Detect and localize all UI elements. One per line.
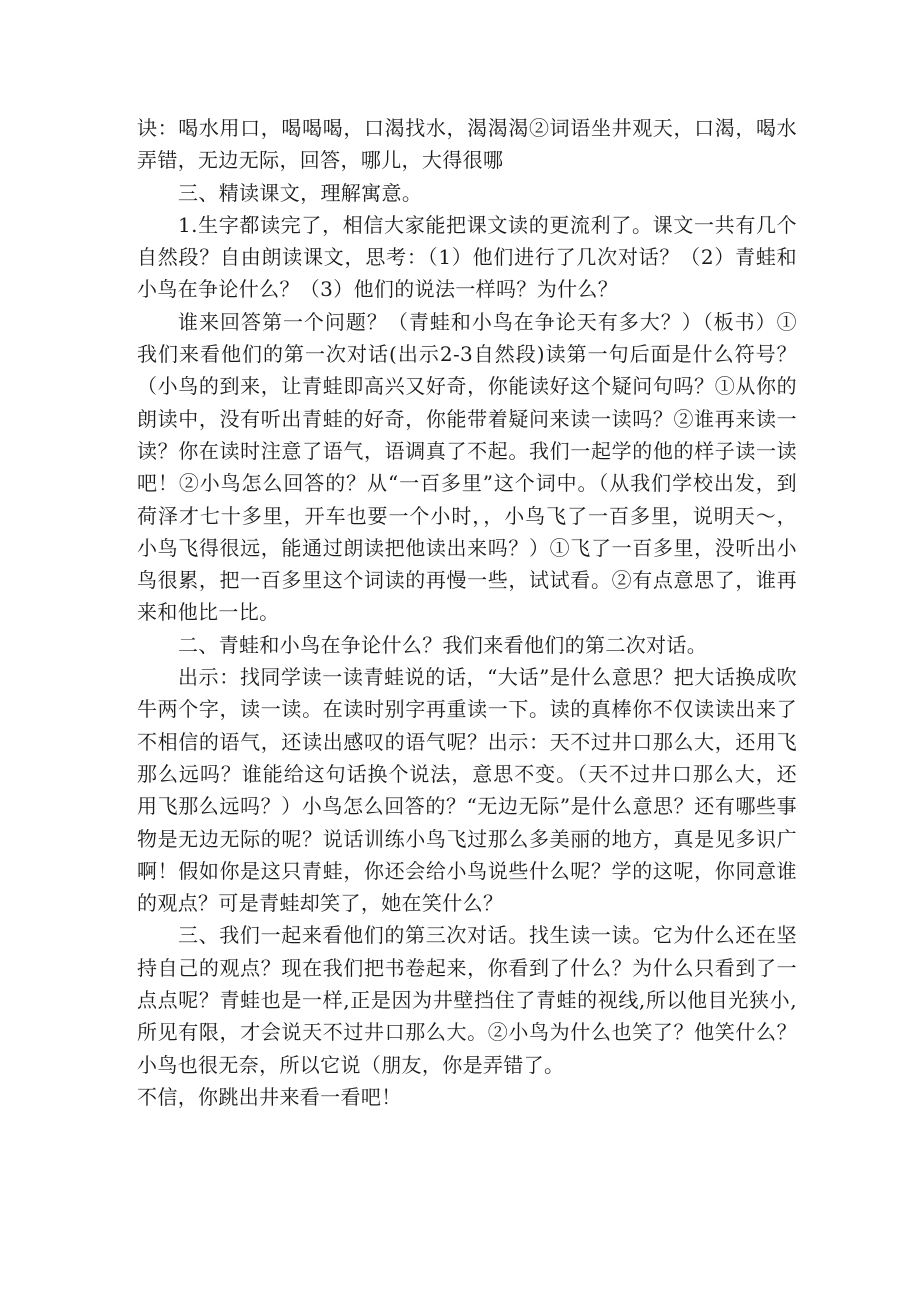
paragraph-1: 诀：喝水用口，喝喝喝，口渴找水，渴渴渴②词语坐井观天，口渴，喝水弄错，无边无际，回答，哪儿，大得很哪 bbox=[137, 116, 797, 173]
paragraph-2: 三、精读课文，理解寓意。 bbox=[178, 180, 423, 205]
paragraph-3: 1.生字都读完了，相信大家能把课文读的更流利了。课文一共有几个自然段？自由朗读课文，思考：（1）他们进行了几次对话？（2）青蛙和小鸟在争论什么？（3）他们的说法一样吗？为什么？ bbox=[137, 212, 797, 302]
paragraph-5: 二、青蛙和小鸟在争论什么？我们来看他们的第二次对话。 bbox=[178, 632, 708, 657]
paragraph-4: 谁来回答第一个问题？（青蛙和小鸟在争论天有多大？）（板书）①我们来看他们的第一次对话(出示2-3自然段)读第一句后面是什么符号？（小鸟的到来，让青蛙即高兴又好奇，你能读好这个疑问句吗？①从你的朗读中，没有听出青蛙的好奇，你能带着疑问来读一读吗？②谁再来读一读？你在读时注意了语气，语调真了不起。我们一起学的他的样子读一读吧！②小鸟怎么回答的？从“一百多里”这个词中。（从我们学校出发，到荷泽才七十多里，开车也要一个小时，，小鸟飞了一百多里，说明天～，小鸟飞得很远，能通过朗读把他读出来吗？）①飞了一百多里，没听出小鸟很累，把一百多里这个词读的再慢一些，试试看。②有点意思了，谁再来和他比一比。 bbox=[137, 309, 797, 625]
body-text bbox=[137, 112, 797, 1113]
paragraph-7: 三、我们一起来看他们的第三次对话。找生读一读。它为什么还在坚持自己的观点？现在我们把书卷起来，你看到了什么？为什么只看到了一点点呢？青蛙也是一样,正是因为井壁挡住了青蛙的视线,所以他目光狭小,所见有限，才会说天不过井口那么大。②小鸟为什么也笑了？他笑什么？小鸟也很无奈，所以它说（朋友，你是弄错了。 bbox=[137, 923, 797, 1077]
paragraph-6: 出示：找同学读一读青蛙说的话，“大话”是什么意思？把大话换成吹牛两个字，读一读。在读时别字再重读一下。读的真棒你不仅读读出来了不相信的语气，还读出感叹的语气呢？出示：天不过井口那么大，还用飞那么远吗？谁能给这句话换个说法，意思不变。（天不过井口那么大，还用飞那么远吗？）小鸟怎么回答的？“无边无际”是什么意思？还有哪些事物是无边无际的呢？说话训练小鸟飞过那么多美丽的地方，真是见多识广啊！假如你是这只青蛙，你还会给小鸟说些什么呢？学的这呢，你同意谁的观点？可是青蛙却笑了，她在笑什么？ bbox=[137, 665, 797, 916]
paragraph-8: 不信，你跳出井来看一看吧！ bbox=[137, 1084, 402, 1109]
